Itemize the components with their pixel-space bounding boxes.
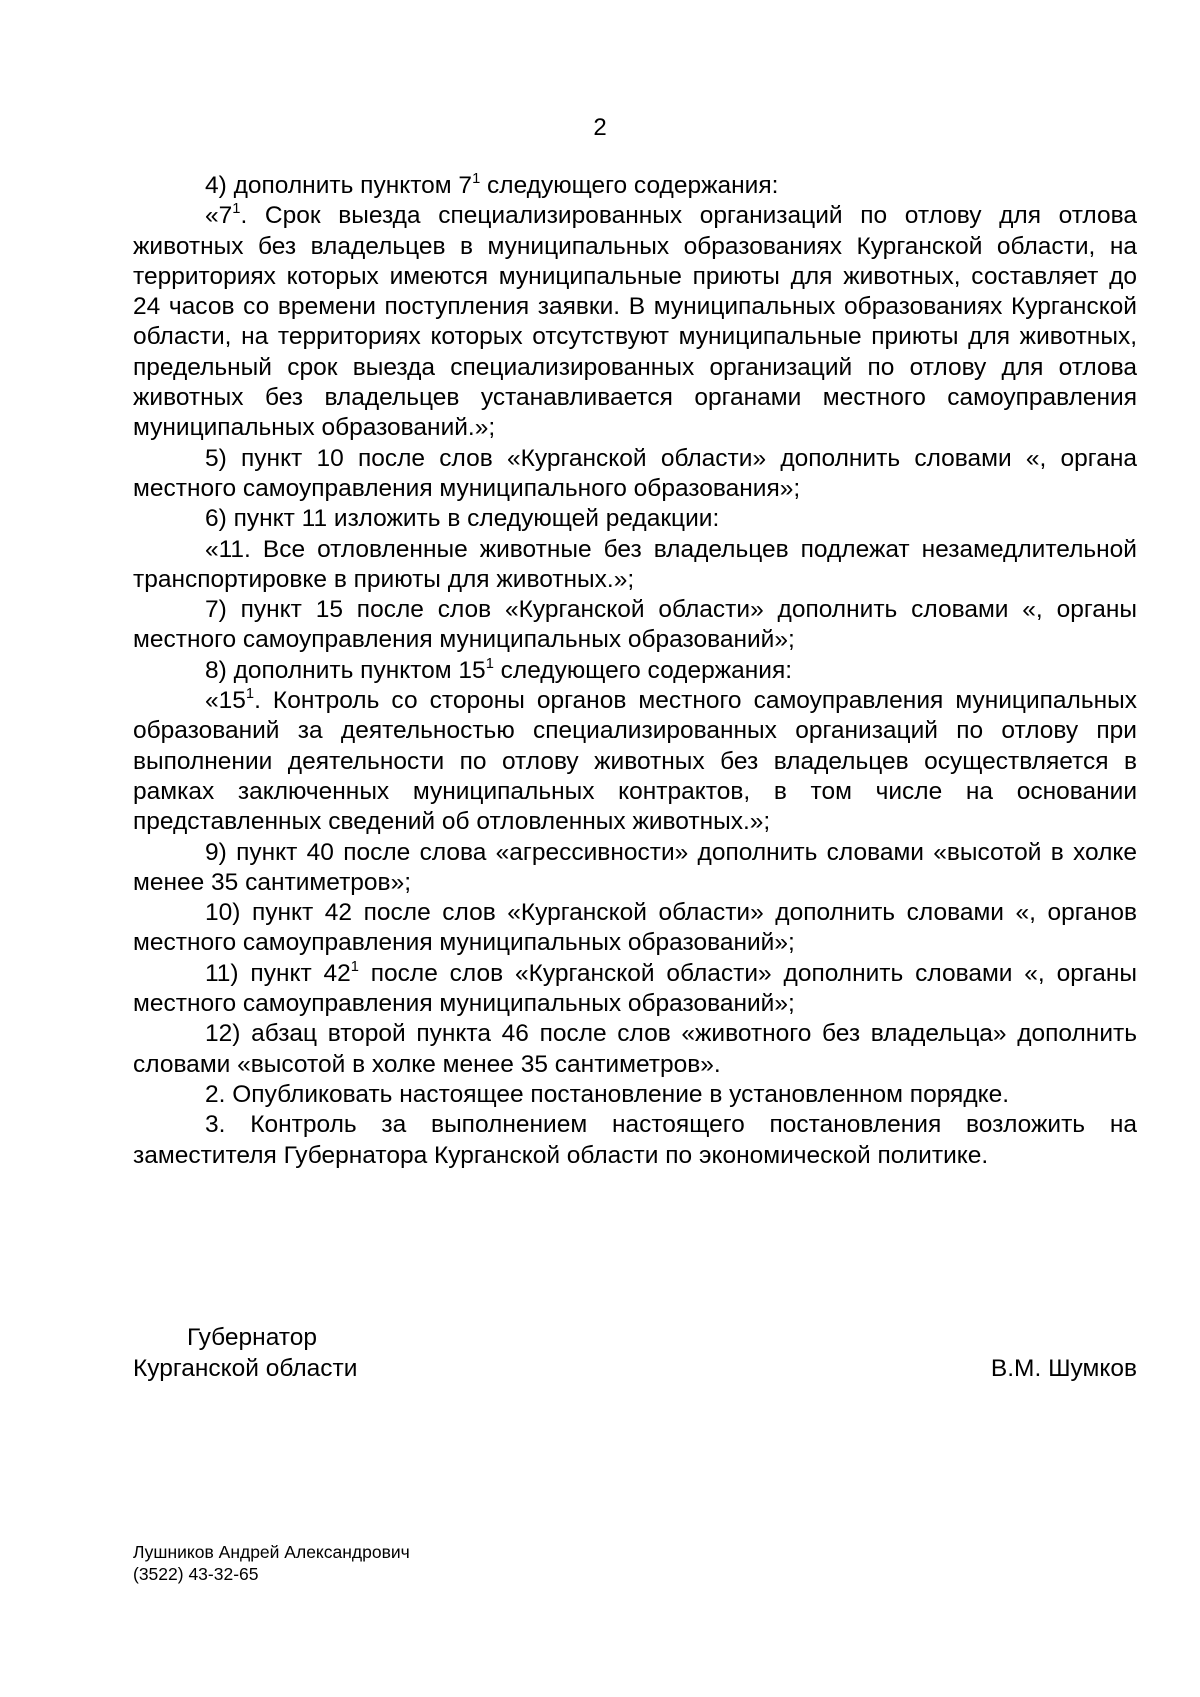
paragraph: 9) пункт 40 после слова «агрессивности» дополнить словами «высотой в холке менее 35 сантиметров»; [133, 838, 1137, 896]
paragraph: 8) дополнить пунктом $15^1$ следующего содержания: [205, 655, 793, 684]
paragraph: 10) пункт 42 после слов «Курганской области» дополнить словами «, органов местного самоуправления муниципальных образований»; [133, 899, 1137, 957]
paragraph: 6) пункт 11 изложить в следующей редакции: [205, 505, 720, 533]
paragraph: «$7^1$. Срок выезда специализированных организаций по отлову для отлова животных без владельцев в муниципальных образованиях Курганской области, на территориях которых имеются муниципальные приюты для животных, составляет до 24 часов со времени поступления заявки. В муниципальных образованиях Курганской области, на территориях которых отсутствуют муниципальные приюты для животных, предельный срок выезда специализированных организаций по отлову для отлова животных без владельцев устанавливается органами местного самоуправления муниципальных образований.»; [133, 201, 1137, 442]
signer-position: Губернатор [187, 1324, 317, 1351]
signer-region: Курганской области [133, 1355, 358, 1382]
page-number: 2 [593, 114, 607, 141]
paragraph: 7) пункт 15 после слов «Курганской области» дополнить словами «, органы местного самоуправления муниципальных образований»; [133, 596, 1137, 654]
paragraph: 3. Контроль за выполнением настоящего постановления возложить на заместителя Губернатора Курганской области по экономической политике. [133, 1111, 1137, 1169]
signature-block [133, 1322, 1137, 1384]
contact-block [133, 1541, 410, 1585]
paragraph: «$15^1$. Контроль со стороны органов местного самоуправления муниципальных образований за деятельностью специализированных организаций по отлову при выполнении деятельности по отлову животных без владельцев осуществляется в рамках заключенных муниципальных контрактов, в том числе на основании представленных сведений об отловленных животных.»; [133, 686, 1137, 836]
superscript: 1 [350, 958, 359, 975]
superscript: 1 [245, 686, 255, 703]
superscript: 1 [472, 171, 481, 188]
paragraph: «11. Все отловленные животные без владельцев подлежат незамедлительной транспортировке в приюты для животных.»; [133, 535, 1137, 593]
signer-name: В.М. Шумков [990, 1355, 1137, 1382]
paragraph: 4) дополнить пунктом $7^1$ следующего содержания: [205, 171, 779, 199]
superscript: 1 [485, 655, 494, 672]
paragraph: 11) пункт $42^1$ после слов «Курганской области» дополнить словами «, органы местного самоуправления муниципальных образований»; [133, 958, 1137, 1018]
paragraph: 5) пункт 10 после слов «Курганской области» дополнить словами «, органа местного самоуправления муниципального образования»; [133, 444, 1137, 502]
paragraph: 12) абзац второй пункта 46 после слов «животного без владельца» дополнить словами «высотой в холке менее 35 сантиметров». [133, 1020, 1137, 1078]
contact-name: Лушников Андрей Александрович [133, 1542, 410, 1562]
superscript: 1 [232, 201, 241, 218]
document-body [133, 171, 1137, 1171]
contact-phone: (3522) 43-32-65 [133, 1564, 259, 1584]
paragraph: 2. Опубликовать настоящее постановление в установленном порядке. [205, 1080, 1010, 1108]
